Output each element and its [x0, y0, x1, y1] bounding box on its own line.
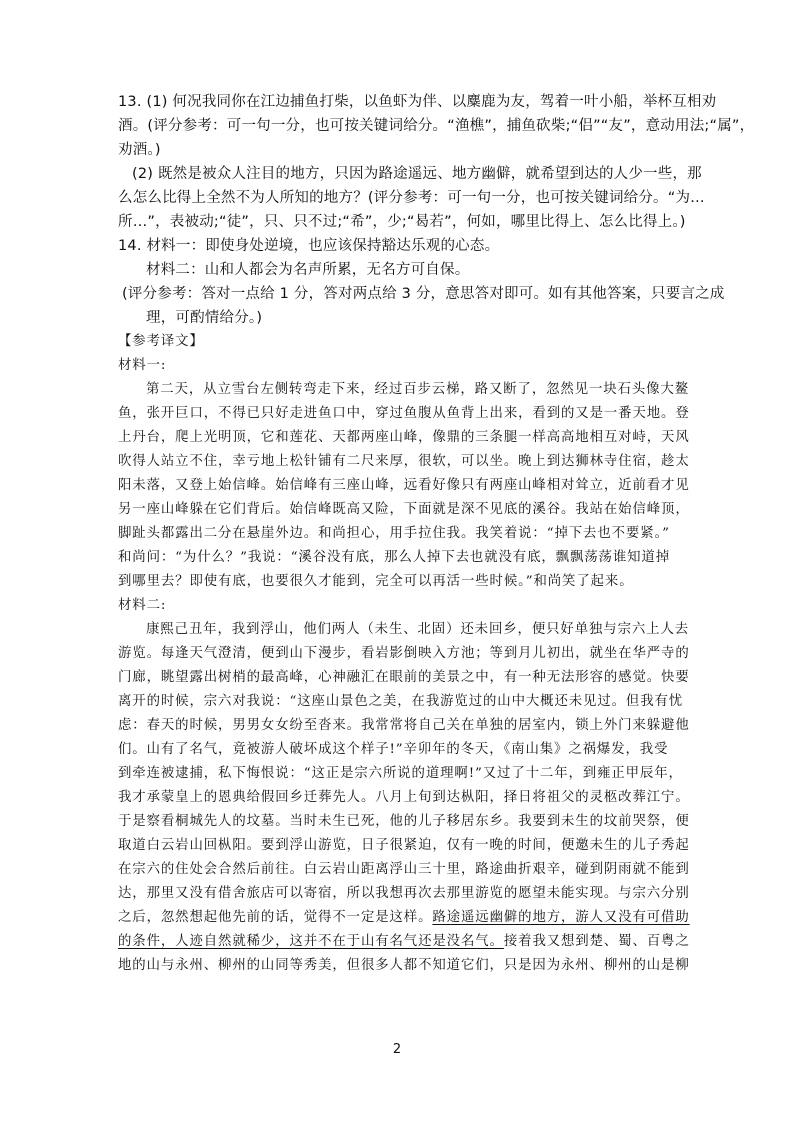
text-line: 材料二：山和人都会为名声所累，无名方可自保。 [146, 262, 470, 278]
material-1-label: 材料一: [118, 358, 167, 373]
text-line: 取道白云岩山回枞阳。要到浮山游览，日子很紧迫，仅有一晚的时间，便邀未生的儿子秀起 [118, 838, 690, 853]
text-line: (2) 既然是被众人注目的地方，只因为路途遥远、地方幽僻，就希望到达的人少一些，那 [132, 166, 702, 182]
answer-14 [118, 234, 725, 330]
text-line [118, 906, 690, 930]
answer-13-1 [118, 90, 755, 162]
text-line: 上丹台，爬上光明顶，它和莲花、天都两座山峰，像鼎的三条腿一样高高地相互对峙，天风 [118, 430, 690, 445]
text-line: 劝酒。) [118, 142, 161, 158]
text-line: 们。山有了名气，竟被游人破坏成这个样子!”辛卯年的冬天，《南山集》之祸爆发，我受 [118, 742, 669, 757]
text-line: 地的山与永州、柳州的山同等秀美，但很多人都不知道它们，只是因为永州、柳州的山是柳 [118, 958, 690, 973]
text-line: 在宗六的住处会合然后前往。白云岩山距离浮山三十里，路途曲折艰辛，碰到阴雨就不能到 [118, 862, 690, 877]
text-line: 所…”，表被动;“徒”，只、只不过;“希”，少;“曷若”，何如，哪里比得上、怎么比得上。) [118, 214, 686, 230]
underlined-text: 的条件，人迹自然就稀少，这并不在于山有名气还是没名气。 [118, 934, 504, 949]
text-line: 我才承蒙皇上的恩典给假回乡迁葬先人。八月上旬到达枞阳，择日将祖父的灵柩改葬江宁。 [118, 790, 690, 805]
text-line [118, 930, 690, 954]
text-line: 于是察看桐城先人的坟墓。当时未生已死，他的儿子移居东乡。我要到未生的坟前哭祭，便 [118, 814, 690, 829]
reference-translation [118, 330, 690, 978]
text-line: 到哪里去？即使有底，也要很久才能到，完全可以再活一些时候。”和尚笑了起来。 [118, 574, 634, 589]
text-line: 康熙己丑年，我到浮山，他们两人（未生、北固）还未回乡，便只好单独与宗六上人去 [146, 622, 690, 637]
text-line: 酒。(评分参考：可一句一分，也可按关键词给分。“渔樵”，捕鱼砍柴;“侣”“友”，意动用法;“属”， [118, 118, 755, 134]
text-line: 吹得人站立不住，幸亏地上松针铺有二尺来厚，很软，可以坐。晚上到达狮林寺住宿，趁太 [118, 454, 690, 469]
text-line: 和尚问：“为什么？”我说：“溪谷没有底，那么人掉下去也就没有底，飘飘荡荡谁知道掉 [118, 550, 670, 565]
text-line: 么怎么比得上全然不为人所知的地方？(评分参考：可一句一分，也可按关键词给分。“为… [118, 190, 705, 206]
page-number: 2 [392, 1042, 402, 1057]
text-line: 到牵连被逮捕，私下悔恨说：“这正是宗六所说的道理啊!”又过了十二年，到雍正甲辰年， [118, 766, 683, 781]
text-line: 脚趾头都露出二分在悬崖外边。和尚担心，用手拉住我。我笑着说：“掉下去也不要紧。” [118, 526, 670, 541]
underlined-text: 路途遥远幽僻的地方，游人又没有可借助 [432, 910, 690, 925]
section-heading: 【参考译文】 [118, 334, 204, 349]
text-line: 第二天，从立雪台左侧转弯走下来，经过百步云梯，路又断了，忽然见一块石头像大鳌 [146, 382, 690, 397]
text-line: 阳未落，又登上始信峰。始信峰有三座山峰，远看好像只有两座山峰相对耸立，近前看才见 [118, 478, 690, 493]
text-span: 之后，忽然想起他先前的话，觉得不一定是这样。 [118, 910, 433, 925]
text-line: 鱼，张开巨口，不得已只好走进鱼口中，穿过鱼腹从鱼背上出来，看到的又是一番天地。登 [118, 406, 690, 421]
material-2-label: 材料二: [118, 598, 167, 613]
text-span: 接着我又想到楚、蜀、百粤之 [503, 934, 690, 949]
scoring-note-line: 理，可酌情给分。) [146, 310, 263, 326]
text-line: 离开的时候，宗六对我说：“这座山景色之美，在我游览过的山中大概还未见过。但我有忧 [118, 694, 684, 709]
text-line: 另一座山峰躲在它们背后。始信峰既高又险，下面就是深不见底的溪谷。我站在始信峰顶， [118, 502, 690, 517]
answer-13-2 [118, 162, 705, 234]
text-line: 虑：春天的时候，男男女女纷至沓来。我常常将自己关在单独的居室内，锁上外门来躲避他 [118, 718, 690, 733]
text-line: 门廊，眺望露出树梢的最高峰，心神融汇在眼前的美景之中，有一种无法形容的感觉。快要 [118, 670, 690, 685]
text-line: 14. 材料一：即使身处逆境，也应该保持豁达乐观的心态。 [118, 238, 500, 254]
text-line: 达，那里又没有借舍旅店可以寄宿，所以我想再次去那里游览的愿望未能实现。与宗六分别 [118, 886, 690, 901]
scoring-note-line: (评分参考：答对一点给 1 分，答对两点给 3 分，意思答对即可。如有其他答案，只要言之成 [122, 286, 725, 302]
text-line: 13. (1) 何况我同你在江边捕鱼打柴，以鱼虾为伴、以麋鹿为友，驾着一叶小船，举杯互相劝 [118, 94, 717, 110]
text-line: 游览。每逢天气澄清，便到山下漫步，看岩影倒映入方池；等到月儿初出，就坐在华严寺的 [118, 646, 690, 661]
